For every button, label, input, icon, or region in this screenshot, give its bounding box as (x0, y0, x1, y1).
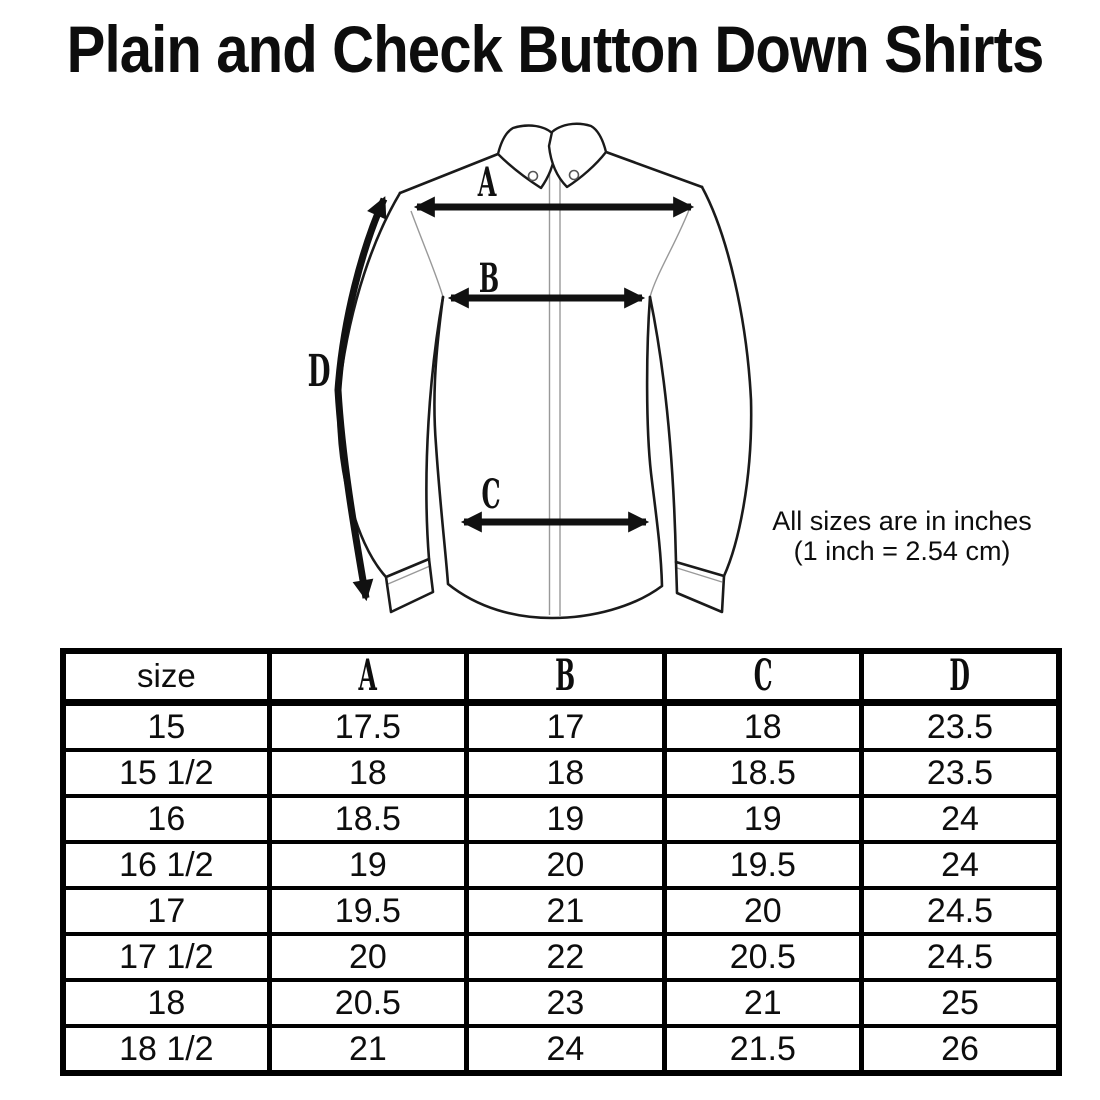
table-cell: 20 (269, 934, 466, 980)
table-cell: 19.5 (664, 842, 861, 888)
shirt-body (434, 297, 662, 618)
table-cell: 18 (269, 750, 466, 796)
table-cell: 21.5 (664, 1026, 861, 1073)
table-cell: 24 (467, 1026, 664, 1073)
table-cell: 20 (467, 842, 664, 888)
table-row (63, 980, 1059, 1026)
left-sleeve-outer (338, 193, 400, 577)
table-row (63, 934, 1059, 980)
measurement-label-a: A (477, 158, 497, 206)
table-row (63, 888, 1059, 934)
collar-button-left (529, 172, 538, 181)
units-note-line1: All sizes are in inches (772, 506, 1032, 536)
table-cell: 26 (862, 1026, 1059, 1073)
table-cell: 21 (664, 980, 861, 1026)
table-row (63, 1026, 1059, 1073)
size-chart-table (60, 648, 1062, 1076)
table-cell: 19 (467, 796, 664, 842)
table-header-d: D (862, 651, 1059, 703)
measurement-label-b: B (478, 254, 500, 302)
table-cell-size: 16 1/2 (63, 842, 269, 888)
table-cell: 19 (269, 842, 466, 888)
table-cell-size: 18 (63, 980, 269, 1026)
table-row (63, 842, 1059, 888)
table-cell: 18 (664, 703, 861, 751)
table-cell: 22 (467, 934, 664, 980)
measurement-label-c: C (481, 470, 501, 518)
right-shoulder-line (606, 152, 702, 187)
table-cell: 21 (269, 1026, 466, 1073)
table-cell-size: 15 (63, 703, 269, 751)
units-note (702, 506, 1100, 566)
page-title-text: Plain and Check Button Down Shirts (66, 12, 1044, 86)
table-header-row (63, 651, 1059, 703)
table-cell: 18 (467, 750, 664, 796)
table-cell-size: 18 1/2 (63, 1026, 269, 1073)
table-cell: 17.5 (269, 703, 466, 751)
table-header-a: A (269, 651, 466, 703)
collar (498, 124, 606, 188)
table-cell-size: 15 1/2 (63, 750, 269, 796)
table-cell-size: 17 (63, 888, 269, 934)
shirt-outline (338, 152, 751, 618)
measurement-arrows (338, 199, 691, 598)
table-cell: 19 (664, 796, 861, 842)
table-cell: 20.5 (664, 934, 861, 980)
collar-left-leaf (498, 126, 556, 188)
table-cell: 24 (862, 796, 1059, 842)
table-cell: 24 (862, 842, 1059, 888)
collar-button-right (570, 171, 579, 180)
units-note-line2: (1 inch = 2.54 cm) (793, 536, 1011, 566)
right-sleeve-inner (650, 297, 676, 562)
table-cell: 19.5 (269, 888, 466, 934)
table-cell: 21 (467, 888, 664, 934)
left-cuff (386, 559, 433, 612)
table-cell-size: 17 1/2 (63, 934, 269, 980)
table-header-size: size (63, 651, 269, 703)
table-row (63, 796, 1059, 842)
table-cell-size: 16 (63, 796, 269, 842)
measurement-label-d: D (307, 344, 331, 397)
table-cell: 24.5 (862, 934, 1059, 980)
table-cell: 18.5 (664, 750, 861, 796)
table-cell: 17 (467, 703, 664, 751)
table-cell: 20 (664, 888, 861, 934)
table-row (63, 703, 1059, 751)
table-cell: 18.5 (269, 796, 466, 842)
measurement-labels (308, 158, 501, 517)
table-header-c: C (664, 651, 861, 703)
table-row (63, 750, 1059, 796)
table-cell: 23.5 (862, 750, 1059, 796)
table-cell: 24.5 (862, 888, 1059, 934)
table-cell: 20.5 (269, 980, 466, 1026)
table-cell: 25 (862, 980, 1059, 1026)
table-header-b: B (467, 651, 664, 703)
table-cell: 23 (467, 980, 664, 1026)
table-cell: 23.5 (862, 703, 1059, 751)
shirt-seam-lines (388, 150, 722, 616)
